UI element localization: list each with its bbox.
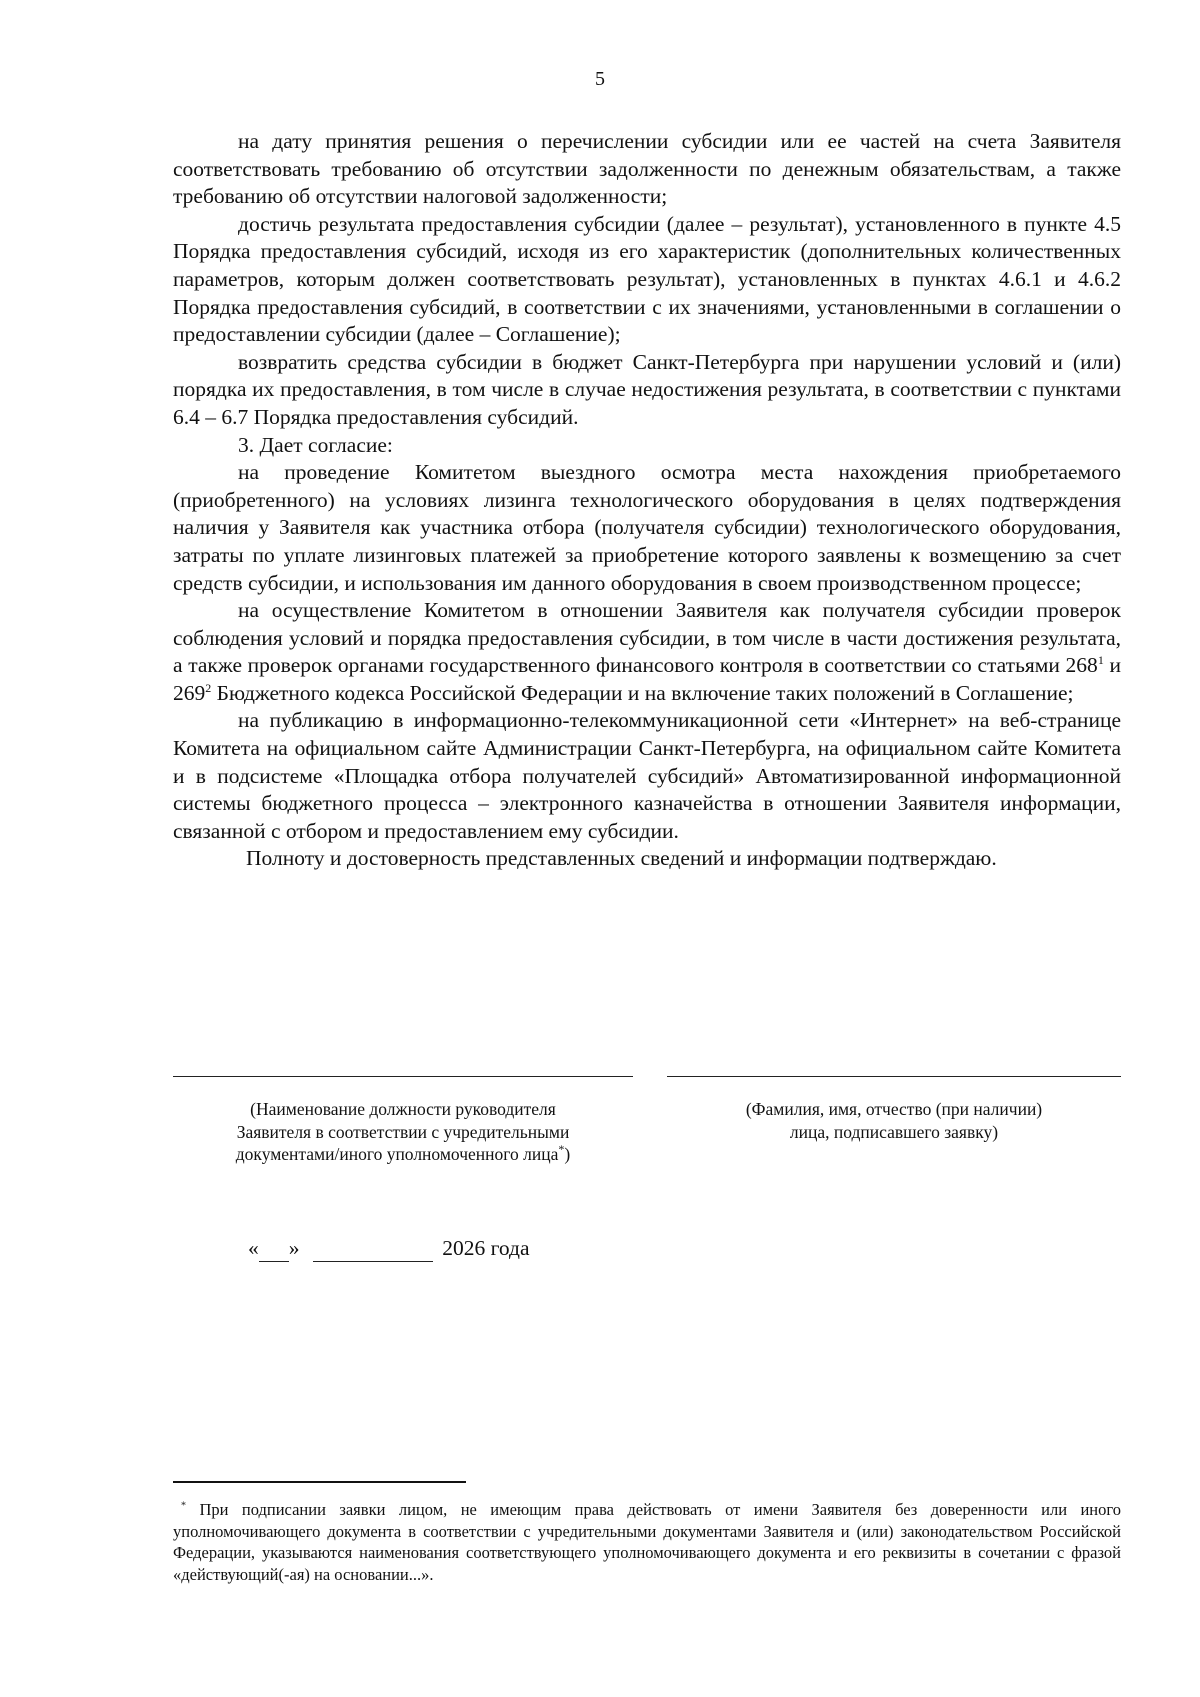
month-blank	[313, 1236, 433, 1262]
signature-line-position	[173, 1076, 633, 1077]
footnote-text: При подписании заявки лицом, не имеющим права действовать от имени Заявителя без доверенности или иного уполномочивающего документа в соответствии с учредительными документами Заявителя и (или) законодательством Российской Федерации, указываются наименования соответствующего уполномочивающего документа и его реквизиты в сочетании с фразой «действующий(-ая) на основании...».	[173, 1500, 1121, 1584]
paragraph-checks-consent	[173, 597, 1121, 707]
page-number: 5	[595, 68, 605, 90]
checks-text-end: Бюджетного кодекса Российской Федерации и на включение таких положений в Соглашение;	[211, 680, 1074, 705]
position-caption-line: (Наименование должности руководителя	[250, 1099, 556, 1119]
footnote-mark: *	[181, 1500, 186, 1512]
date-close-quote: »	[288, 1236, 300, 1260]
position-caption	[173, 1098, 633, 1166]
position-caption-line: Заявителя в соответствии с учредительными	[236, 1121, 570, 1142]
date-open-quote: «	[248, 1236, 259, 1260]
signature-line-name	[667, 1076, 1121, 1077]
position-caption-line: документами/иного уполномоченного лица*)	[235, 1142, 571, 1164]
document-body	[173, 128, 1121, 873]
footnote-reference-mark: *	[558, 1142, 565, 1157]
date-field	[248, 1236, 530, 1262]
article-superscript-1: 1	[1097, 653, 1104, 668]
name-caption-line: лица, подписавшего заявку)	[789, 1121, 999, 1142]
paragraph-achieve-result: достичь результата предоставления субсидии (далее – результат), установленного в пункте 4.5 Порядка предоставления субсидий, исходя из его характеристик (дополнительных количественных параметров, которым должен соответствовать результат), установленных в пунктах 4.6.1 и 4.6.2 Порядка предоставления субсидий, в соответствии с их значениями, установленными в соглашении о предоставлении субсидии (далее – Соглашение);	[173, 211, 1121, 347]
name-caption-line: (Фамилия, имя, отчество (при наличии)	[745, 1099, 1043, 1119]
paragraph-publication-consent: на публикацию в информационно-телекоммуникационной сети «Интернет» на веб-странице Комитета на официальном сайте Администрации Санкт-Петербурга, на официальном сайте Комитета и в подсистеме «Площадка отбора получателей субсидий» Автоматизированной информационной системы бюджетного процесса – электронного казначейства в отношении Заявителя информации, связанной с отбором и предоставлением ему субсидии.	[173, 708, 1121, 843]
footnote-separator	[173, 1481, 466, 1483]
section-heading-consent: 3. Дает согласие:	[238, 432, 393, 457]
checks-text-start: на осуществление Комитетом в отношении Заявителя как получателя субсидии проверок соблюдения условий и порядка предоставления субсидии, в том числе в части достижения результата, а также проверок органами государственного финансового контроля в соответствии со статьями 268	[173, 598, 1121, 678]
confirmation-statement: Полноту и достоверность представленных сведений и информации подтверждаю.	[246, 846, 997, 871]
footnote	[173, 1499, 1121, 1585]
name-caption	[667, 1098, 1121, 1143]
day-blank	[259, 1236, 289, 1262]
paragraph-debt-requirement: на дату принятия решения о перечислении субсидии или ее частей на счета Заявителя соответствовать требованию об отсутствии задолженности по денежным обязательствам, а также требованию об отсутствии налоговой задолженности;	[173, 129, 1121, 209]
article-superscript-2: 2	[205, 680, 212, 695]
year-text: 2026 года	[442, 1236, 530, 1260]
paragraph-return-funds: возвратить средства субсидии в бюджет Санкт-Петербурга при нарушении условий и (или) порядка их предоставления, в том числе в случае недостижения результата, в соответствии с пунктами 6.4 – 6.7 Порядка предоставления субсидий.	[173, 349, 1121, 429]
checks-text-middle: и 269	[173, 653, 1121, 705]
paragraph-inspection-consent: на проведение Комитетом выездного осмотра места нахождения приобретаемого (приобретенного) на условиях лизинга технологического оборудования в целях подтверждения наличия у Заявителя как участника отбора (получателя субсидии) технологического оборудования, затраты по уплате лизинговых платежей за приобретение которого заявлены к возмещению за счет средств субсидии, и использования им данного оборудования в своем производственном процессе;	[173, 460, 1121, 595]
